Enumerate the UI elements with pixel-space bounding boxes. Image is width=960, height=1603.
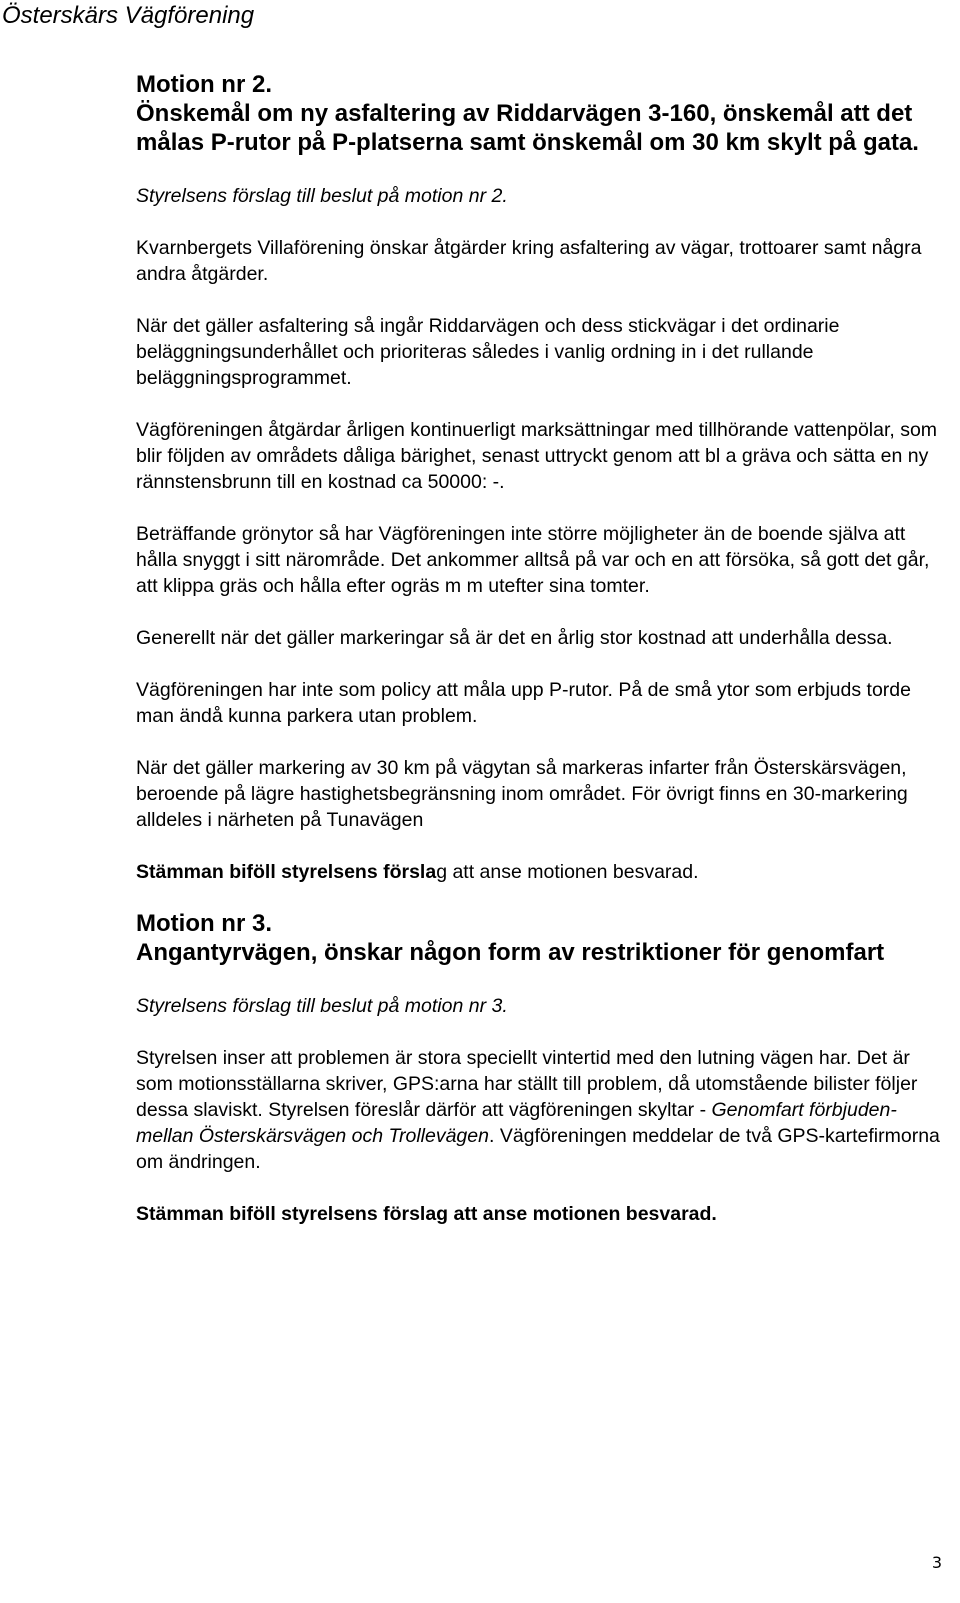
motion-2-decision-rest: g att anse motionen besvarad. (436, 861, 699, 883)
motion-2-heading: Motion nr 2. (136, 71, 272, 98)
motion-2-proposal-title: Styrelsens förslag till beslut på motion nr 2. (136, 185, 508, 207)
motion-3-proposal-title: Styrelsens förslag till beslut på motion nr 3. (136, 995, 508, 1017)
motion-2-paragraph: Kvarnbergets Villaförening önskar åtgärder kring asfaltering av vägar, trottoarer samt några andra åtgärder. (136, 237, 922, 285)
motion-2-paragraph: När det gäller asfaltering så ingår Riddarvägen och dess stickvägar i det ordinarie beläggningsunderhållet och prioriteras således i vanlig ordning in i det rullande beläggningsprogrammet. (136, 315, 840, 389)
page-number: 3 (931, 1553, 942, 1572)
motion-2-paragraph: Vägföreningen har inte som policy att måla upp P-rutor. På de små ytor som erbjuds torde man ändå kunna parkera utan problem. (136, 679, 911, 727)
motion-2-decision-bold: Stämman biföll styrelsens försla (136, 861, 437, 883)
motion-2-decision (136, 859, 946, 885)
motion-2-paragraph: Vägföreningen åtgärdar årligen kontinuerligt marksättningar med tillhörande vattenpölar, som blir följden av områdets dåliga bärighet, senast uttryckt genom att bl a gräva och sätta en ny rännstensbrunn till en kostnad ca 50000: -. (136, 419, 938, 493)
motion-3-title: Angantyrvägen, önskar någon form av restriktioner för genomfart (136, 939, 885, 966)
motion-2-paragraph: Beträffande grönytor så har Vägföreningen inte större möjligheter än de boende själva att hålla snyggt i sitt närområde. Det ankommer alltså på var och en att försöka, så gott det går, att klippa gräs och hålla efter ogräs m m utefter sina tomter. (136, 523, 930, 597)
motion-3-decision: Stämman biföll styrelsens förslag att anse motionen besvarad. (136, 1203, 717, 1225)
motion-3-section (136, 909, 946, 1227)
motion-3-paragraph-italic: Genomfart förbjuden- mellan Österskärsvägen och Trollevägen (136, 1099, 897, 1147)
motion-2-paragraph: När det gäller markering av 30 km på vägytan så markeras infarter från Österskärsvägen, beroende på lägre hastighetsbegränsning inom området. För övrigt finns en 30-markering alldeles i närheten på Tunavägen (136, 757, 908, 831)
motion-2-title: Önskemål om ny asfaltering av Riddarvägen 3-160, önskemål att det målas P-rutor på P-platserna samt önskemål om 30 km skylt på gata. (136, 100, 919, 156)
motion-3-paragraph-end: . Vägföreningen meddelar de två GPS-kartefirmorna om ändringen. (136, 1125, 940, 1173)
motion-3-heading: Motion nr 3. (136, 910, 272, 937)
motion-2-paragraph: Generellt när det gäller markeringar så är det en årlig stor kostnad att underhålla dessa. (136, 627, 893, 649)
organization-header: Österskärs Vägförening (2, 2, 255, 29)
motion-3-paragraph-start: Styrelsen inser att problemen är stora speciellt vintertid med den lutning vägen har. Det är som motionsställarna skriver, GPS:arna har ställt till problem, då utomstående bilister följer dessa slaviskt. Styrelsen föreslår därför att vägföreningen skyltar - (136, 1047, 918, 1121)
motion-2-section (136, 70, 946, 885)
motion-3-paragraph (136, 1045, 946, 1175)
document-body (136, 70, 946, 1227)
